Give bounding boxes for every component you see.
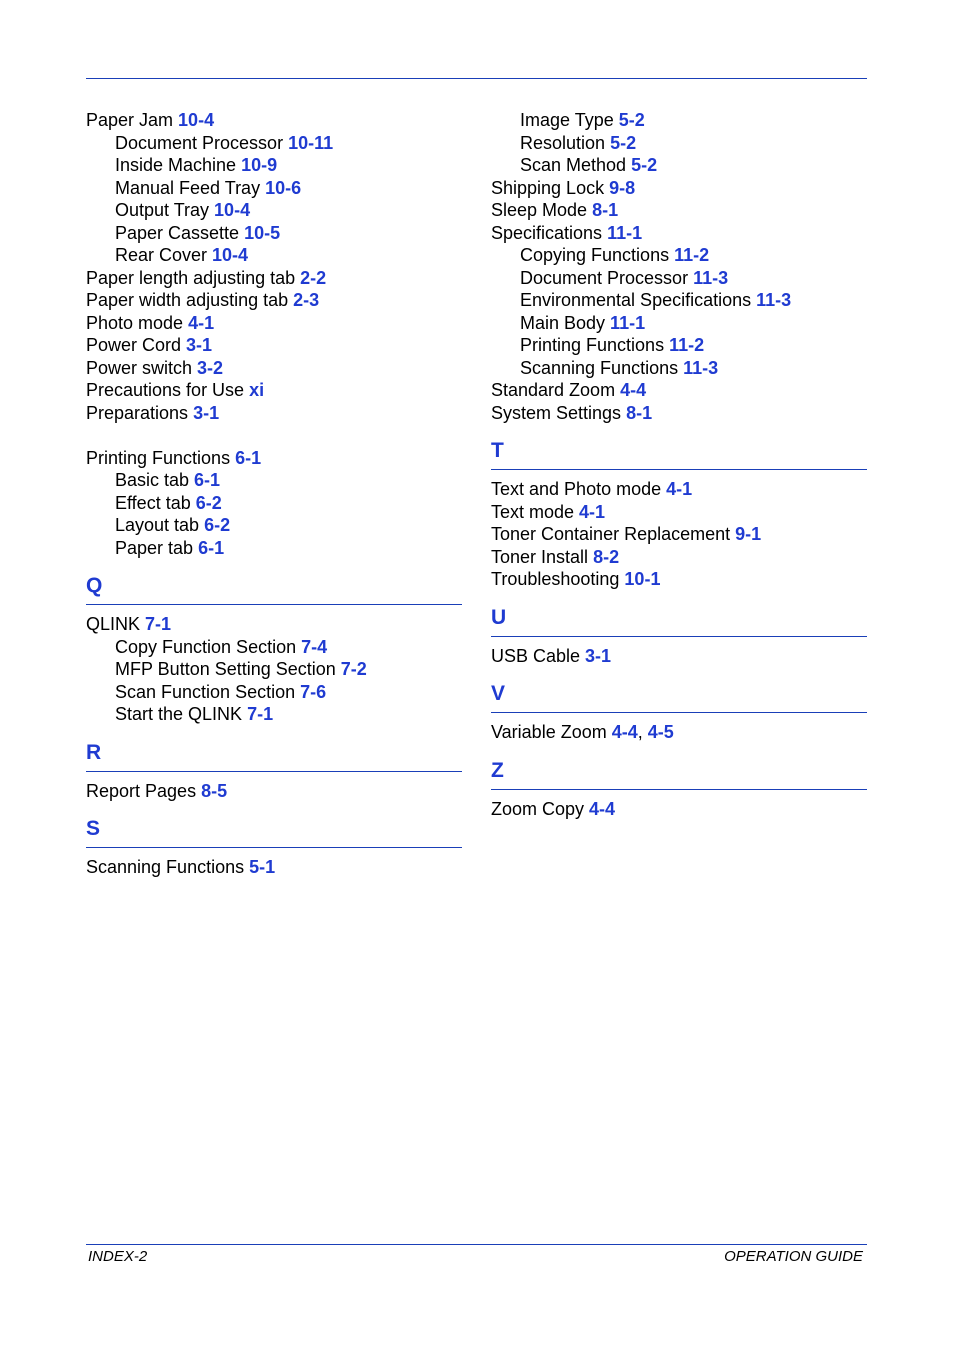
index-subentry [86, 222, 462, 245]
index-subentry [491, 289, 867, 312]
page-reference[interactable]: 7-1 [247, 704, 274, 724]
page-reference[interactable]: 3-1 [186, 335, 213, 355]
index-term: Paper Cassette [115, 222, 245, 243]
index-column-left [86, 109, 462, 879]
index-entry [491, 523, 867, 546]
section-heading: R [86, 726, 462, 772]
index-term: Printing Functions [86, 447, 236, 468]
index-term: Standard Zoom [491, 380, 621, 400]
index-subentry [491, 312, 867, 335]
index-term: USB Cable [491, 645, 586, 666]
index-subentry [86, 154, 462, 177]
page-reference[interactable]: 10-5 [244, 222, 281, 243]
index-entry [491, 402, 867, 425]
index-entry [86, 334, 462, 357]
index-term: Layout tab [115, 515, 205, 535]
index-term: Paper Jam [86, 110, 179, 130]
index-subentry [86, 469, 462, 492]
index-entry [86, 447, 462, 470]
page-reference[interactable]: 4-4 [611, 722, 638, 742]
page-reference[interactable]: 8-2 [593, 546, 620, 567]
index-subentry [86, 244, 462, 267]
page-reference[interactable]: 10-9 [241, 155, 278, 175]
index-subentry [86, 199, 462, 222]
index-term: Start the QLINK [115, 704, 248, 724]
index-entry [86, 856, 462, 879]
index-term: Toner Container Replacement [491, 524, 736, 544]
index-term: Scanning Functions [86, 857, 250, 877]
page-reference[interactable]: 4-5 [647, 722, 674, 742]
index-term: Main Body [520, 312, 611, 333]
page-reference[interactable]: 6-2 [195, 492, 222, 513]
page-reference[interactable]: 6-1 [194, 470, 221, 490]
page-reference[interactable]: 3-2 [197, 357, 224, 378]
index-entry [491, 568, 867, 591]
page-reference[interactable]: 11-3 [683, 357, 719, 378]
index-entry [86, 312, 462, 335]
index-entry [86, 357, 462, 380]
page-reference[interactable]: 2-2 [300, 267, 327, 288]
index-term: Document Processor [115, 132, 289, 153]
index-subentry [491, 334, 867, 357]
index-subentry [491, 109, 867, 132]
index-subentry [491, 154, 867, 177]
page-reference[interactable]: 2-3 [293, 290, 320, 310]
index-spacer [86, 424, 462, 447]
footer-document-title: OPERATION GUIDE [724, 1248, 863, 1265]
index-term: Printing Functions [520, 335, 670, 355]
page-reference[interactable]: 5-2 [618, 110, 645, 130]
index-term: QLINK [86, 614, 146, 634]
index-entry [86, 289, 462, 312]
index-subentry [86, 703, 462, 726]
page-reference[interactable]: 11-1 [610, 312, 646, 333]
index-term: Toner Install [491, 546, 594, 567]
index-subentry [491, 357, 867, 380]
page-reference[interactable]: 7-1 [145, 614, 172, 634]
page-reference[interactable]: 4-4 [589, 798, 616, 819]
page-reference[interactable]: 5-2 [610, 132, 637, 153]
index-entry [86, 613, 462, 636]
header-rule [86, 78, 867, 79]
footer-page-number: INDEX-2 [88, 1248, 148, 1265]
index-term: Preparations [86, 402, 194, 423]
index-term: Power Cord [86, 335, 187, 355]
index-term: Text and Photo mode [491, 479, 667, 499]
index-term: Precautions for Use [86, 380, 250, 400]
page-reference[interactable]: 7-4 [301, 636, 328, 657]
index-term: MFP Button Setting Section [115, 659, 341, 679]
index-term: Photo mode [86, 312, 189, 333]
index-entry [491, 222, 867, 245]
page-reference[interactable]: 8-1 [592, 200, 619, 220]
index-term: Specifications [491, 222, 608, 243]
index-entry [86, 402, 462, 425]
page-reference[interactable]: xi [249, 380, 265, 400]
index-term: Sleep Mode [491, 200, 593, 220]
index-term: Variable Zoom [491, 722, 612, 742]
page-reference[interactable]: 4-1 [666, 479, 693, 499]
page-reference[interactable]: 3-1 [193, 402, 220, 423]
section-heading: Z [491, 744, 867, 790]
index-term: Power switch [86, 357, 198, 378]
index-subentry [491, 244, 867, 267]
index-entry [491, 501, 867, 524]
index-entry [491, 478, 867, 501]
section-heading: U [491, 591, 867, 637]
index-entry [491, 379, 867, 402]
index-subentry [86, 514, 462, 537]
index-subentry [86, 681, 462, 704]
index-term: Paper width adjusting tab [86, 290, 294, 310]
page-reference[interactable]: 4-4 [620, 380, 647, 400]
index-term: Paper length adjusting tab [86, 267, 301, 288]
page-reference[interactable]: 7-6 [300, 681, 327, 702]
index-entry [491, 177, 867, 200]
page-reference[interactable]: 11-1 [607, 222, 643, 243]
index-term: Paper tab [115, 537, 199, 558]
index-subentry [86, 636, 462, 659]
index-term: Scan Function Section [115, 681, 301, 702]
index-entry [491, 199, 867, 222]
index-term: Inside Machine [115, 155, 242, 175]
page-reference[interactable]: 10-4 [212, 245, 249, 265]
index-term: Document Processor [520, 267, 694, 288]
page-reference[interactable]: 10-11 [288, 132, 334, 153]
index-term: Copy Function Section [115, 636, 302, 657]
index-term: Scanning Functions [520, 357, 684, 378]
index-column-right [491, 109, 867, 820]
index-entry [491, 721, 867, 744]
page-reference[interactable]: 9-1 [735, 524, 762, 544]
page-reference[interactable]: 6-1 [198, 537, 225, 558]
page-separator: , [637, 722, 648, 742]
footer-rule [86, 1244, 867, 1245]
index-entry [86, 109, 462, 132]
page-reference[interactable]: 9-8 [609, 177, 636, 198]
index-subentry [86, 132, 462, 155]
index-entry [86, 267, 462, 290]
index-term: Shipping Lock [491, 177, 610, 198]
page-reference[interactable]: 8-1 [626, 402, 653, 423]
section-heading: S [86, 802, 462, 848]
page-reference[interactable]: 4-1 [579, 501, 606, 522]
index-entry [491, 645, 867, 668]
index-entry [491, 798, 867, 821]
index-entry [86, 379, 462, 402]
page-reference[interactable]: 11-3 [756, 290, 792, 310]
index-term: Zoom Copy [491, 798, 590, 819]
index-term: Resolution [520, 132, 611, 153]
index-subentry [491, 132, 867, 155]
index-term: Text mode [491, 501, 580, 522]
index-term: Image Type [520, 110, 619, 130]
page-reference[interactable]: 8-5 [201, 780, 228, 801]
page-reference[interactable]: 10-4 [178, 110, 215, 130]
section-heading: T [491, 424, 867, 470]
index-term: Basic tab [115, 470, 195, 490]
index-subentry [86, 177, 462, 200]
index-term: Troubleshooting [491, 569, 625, 589]
index-subentry [86, 537, 462, 560]
index-term: Copying Functions [520, 245, 675, 265]
page-reference[interactable]: 11-2 [674, 245, 710, 265]
index-term: Report Pages [86, 780, 202, 801]
index-term: Rear Cover [115, 245, 213, 265]
index-entry [86, 780, 462, 803]
page-reference[interactable]: 10-4 [214, 200, 251, 220]
index-term: Effect tab [115, 492, 196, 513]
page-reference[interactable]: 6-2 [204, 515, 231, 535]
page-reference[interactable]: 4-1 [188, 312, 215, 333]
page-reference[interactable]: 10-6 [265, 177, 302, 198]
page-reference[interactable]: 7-2 [340, 659, 367, 679]
page-reference[interactable]: 3-1 [585, 645, 612, 666]
index-term: Output Tray [115, 200, 215, 220]
page-reference[interactable]: 11-3 [693, 267, 729, 288]
index-term: Scan Method [520, 155, 632, 175]
page-reference[interactable]: 11-2 [669, 335, 705, 355]
page-reference[interactable]: 10-1 [624, 569, 661, 589]
index-term: Environmental Specifications [520, 290, 757, 310]
index-entry [491, 546, 867, 569]
index-subentry [86, 658, 462, 681]
page-reference[interactable]: 6-1 [235, 447, 262, 468]
index-subentry [86, 492, 462, 515]
index-term: Manual Feed Tray [115, 177, 266, 198]
section-heading: V [491, 667, 867, 713]
section-heading: Q [86, 559, 462, 605]
page-reference[interactable]: 5-2 [631, 155, 658, 175]
index-term: System Settings [491, 402, 627, 423]
page-reference[interactable]: 5-1 [249, 857, 276, 877]
index-subentry [491, 267, 867, 290]
